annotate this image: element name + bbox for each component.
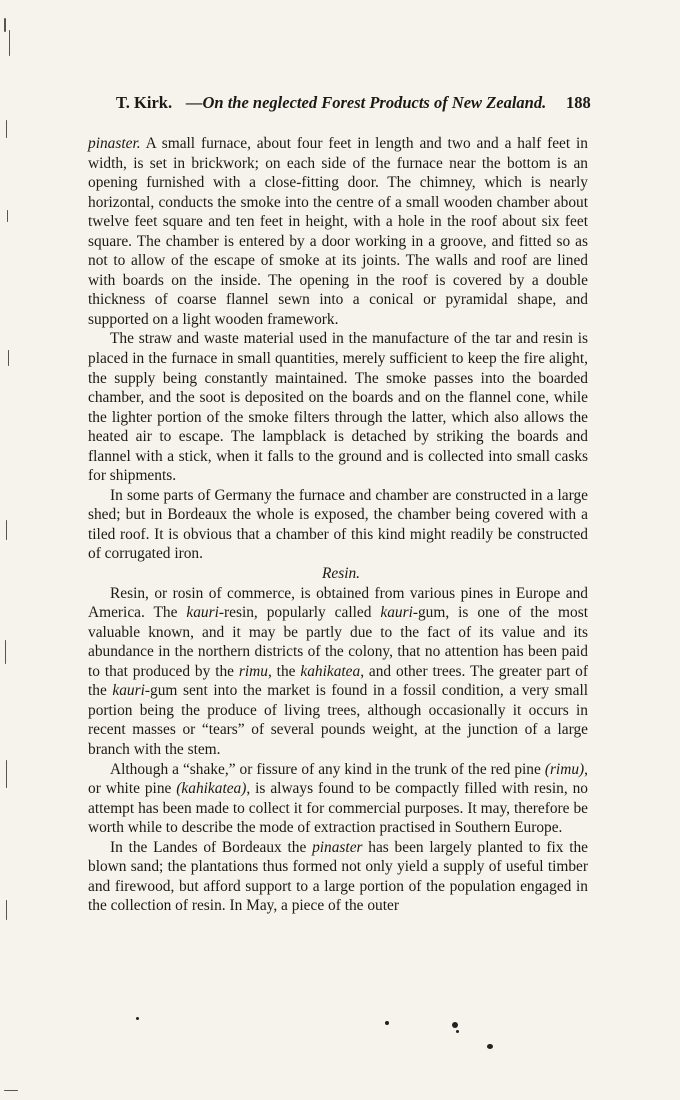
italic-run: kauri [186, 604, 219, 622]
italic-run: kauri [112, 682, 145, 700]
text-run: In the Landes of Bordeaux the [110, 838, 313, 856]
italic-run: (kahikatea) [176, 780, 247, 798]
text-run: A small furnace, about four feet in length and two and a half feet in width, is set in brickwork; on each side of the furnace near the bottom is an opening furnished with a close-fitting door. The chimney, which is nearly horizontal, conducts the smoke into the centre of a small wooden chamber about twelve feet square and ten feet in height, with a hole in the roof about six feet square. The chamber is entered by a door working in a groove, and fitted so as not to allow of the escape of smoke at its joints. The walls and roof are lined with boards on the inside. The opening in the roof is covered by a double thickness of coarse flannel sewn into a conical or pyramidal shape, and supported on a light wooden framework. [88, 135, 588, 328]
italic-run: rimu [238, 662, 268, 680]
text-run: -gum, is one of the most valuable known, and it may be partly due to the fact of its value and its abundance in the northern districts of the colony, that no attention has been paid to that produced by the [88, 604, 588, 680]
text-run: , or white pine [88, 760, 588, 798]
body-text [88, 134, 588, 916]
paragraph [88, 838, 588, 916]
italic-run: kahikatea [300, 662, 361, 680]
section-heading [88, 564, 588, 584]
header-title: —On the neglected Forest Products of New Zealand. [186, 93, 547, 112]
text-run: , is always found to be compactly filled with resin, no attempt has been made to collect it for commercial purposes. It may, therefore be worth while to describe the mode of extraction practised in Southern Europe. [88, 780, 588, 837]
text-run: In some parts of Germany the furnace and chamber are constructed in a large shed; but in Bordeaux the whole is exposed, the chamber being covered with a tiled roof. It is obvious that a chamber of this kind might readily be constructed of corrugated iron. [88, 486, 588, 563]
italic-run: pinaster [312, 838, 363, 856]
text-run: , the [267, 662, 301, 680]
text-run: has been largely planted to fix the blown sand; the plantations thus formed not only yield a supply of useful timber and firewood, but afford support to a large portion of the population engaged in the collection of resin. In May, a piece of the outer [88, 838, 589, 915]
text-run: -resin, popularly called [218, 604, 381, 622]
paragraph [88, 329, 588, 485]
italic-run: Resin. [321, 565, 361, 583]
page-number: 188 [566, 93, 591, 112]
italic-run: pinaster. [88, 135, 141, 152]
text-run: The straw and waste material used in the manufacture of the tar and resin is placed in the furnace in small quantities, merely sufficient to keep the fire alight, the supply being constantly maintained. The smoke passes into the boarded chamber, and the soot is deposited on the boards and on the flannel cone, while the lighter portion of the smoke filters through the latter, which also allows the heated air to escape. The lampblack is detached by striking the boards and flannel with a stick, when it falls to the ground and is collected into small casks for shipments. [88, 330, 588, 485]
paragraph [88, 134, 588, 329]
text-run: Although a “shake,” or fissure of any kind in the trunk of the red pine [110, 760, 545, 778]
paragraph [88, 760, 588, 838]
italic-run: kauri [380, 604, 413, 622]
text-run: , and other trees. The greater part of the [88, 662, 588, 700]
text-run: -gum sent into the market is found in a fossil condition, a very small portion being the produce of living trees, although occasionally it occurs in recent masses or “tears” of several pounds weight, at the junction of a large branch with the stem. [88, 682, 588, 758]
text-run: Resin, or rosin of commerce, is obtained from various pines in Europe and America. The [88, 584, 588, 622]
italic-run: (rimu) [544, 760, 585, 778]
paragraph [88, 584, 588, 760]
paragraph [88, 486, 588, 564]
header-author: T. Kirk. [116, 93, 173, 112]
